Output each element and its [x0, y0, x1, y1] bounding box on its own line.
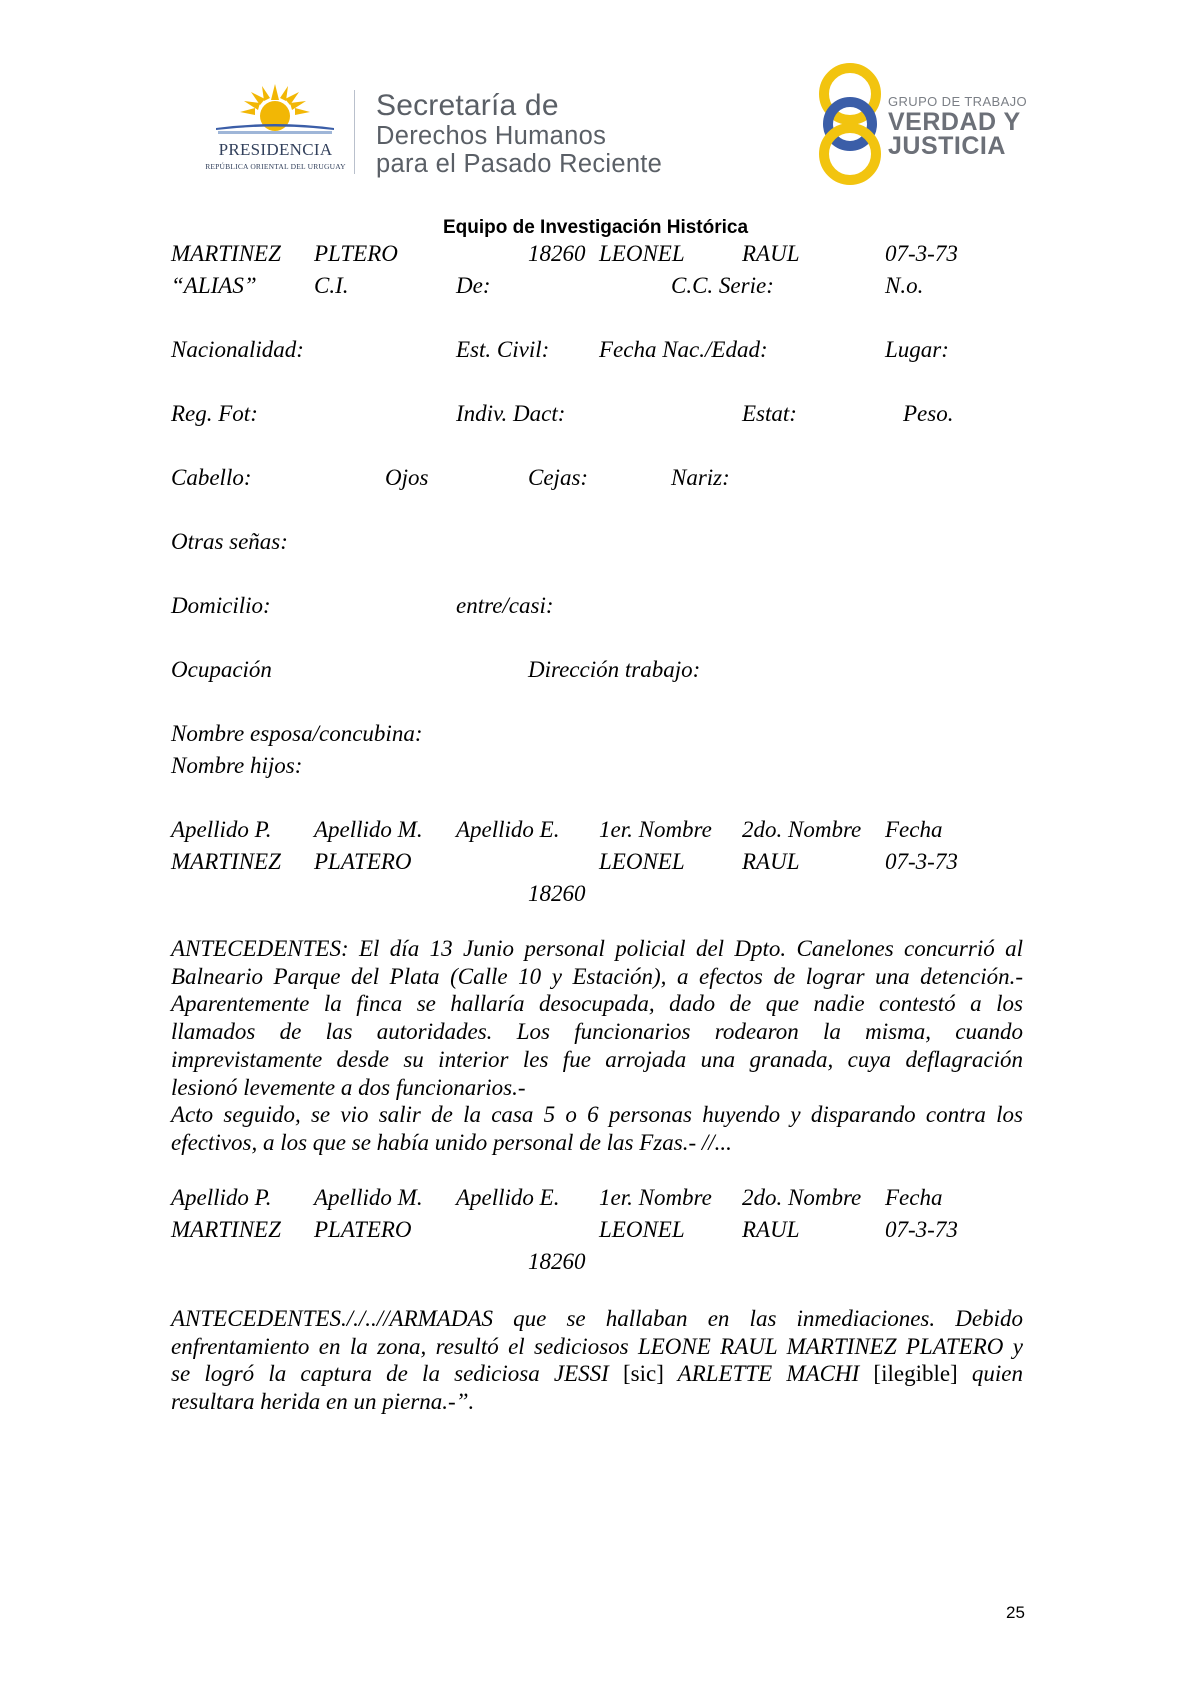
- label-nariz: Nariz:: [671, 465, 730, 490]
- label-entre-casi: entre/casi:: [456, 593, 554, 618]
- label-lugar: Lugar:: [885, 337, 949, 362]
- label-direccion-trabajo: Dirección trabajo:: [528, 657, 701, 682]
- label-domicilio: Domicilio:: [171, 593, 271, 618]
- header-divider: [354, 90, 355, 174]
- record-number: 18260: [528, 241, 586, 266]
- record-fecha: 07-3-73: [885, 241, 958, 266]
- antecedentes1-line: Acto seguido, se vio salir de la casa 5 o 6 personas huyendo y disparando contra los: [171, 1102, 1023, 1128]
- secretaria-title: [376, 90, 662, 178]
- table2-apellido-p: MARTINEZ: [171, 1217, 281, 1242]
- label-fecha-nac: Fecha Nac./Edad:: [599, 337, 768, 362]
- label-ocupacion: Ocupación: [171, 657, 272, 682]
- label-nombre-hijos: Nombre hijos:: [171, 753, 303, 778]
- label-cejas: Cejas:: [528, 465, 589, 490]
- label-cabello: Cabello:: [171, 465, 252, 490]
- table1-header-nombre-1: 1er. Nombre: [599, 817, 712, 842]
- table1-nombre-2: RAUL: [742, 849, 800, 874]
- table2-apellido-m: PLATERO: [314, 1217, 412, 1242]
- table2-header-nombre-1: 1er. Nombre: [599, 1185, 712, 1210]
- interlinked-rings-icon: [812, 60, 888, 186]
- table1-header-apellido-e: Apellido E.: [456, 817, 560, 842]
- antecedentes1-line: Balneario Parque del Plata (Calle 10 y Estación), a efectos de lograr una detención.-: [171, 963, 1023, 989]
- label-estat: Estat:: [742, 401, 797, 426]
- antecedentes2-line: ANTECEDENTES././..//ARMADAS que se hallaban en las inmediaciones. Debido: [171, 1306, 1023, 1331]
- table1-apellido-p: MARTINEZ: [171, 849, 281, 874]
- table1-nombre-1: LEONEL: [599, 849, 685, 874]
- label-ci: C.I.: [314, 273, 349, 298]
- label-nombre-esposa: Nombre esposa/concubina:: [171, 721, 423, 746]
- label-indiv-dact: Indiv. Dact:: [456, 401, 566, 426]
- sic-note: [sic]: [623, 1361, 664, 1387]
- table2-header-nombre-2: 2do. Nombre: [742, 1185, 862, 1210]
- antecedentes1-line: imprevistamente desde su interior les fue arrojada una granada, cuya deflagración: [171, 1046, 1023, 1072]
- verdad-justicia-logo: [812, 60, 1042, 190]
- table2-header-apellido-p: Apellido P.: [171, 1185, 272, 1210]
- label-est-civil: Est. Civil:: [456, 337, 550, 362]
- antecedentes2-text: quien: [971, 1361, 1024, 1387]
- antecedentes2-text: se logró la captura de la sediciosa JESSI: [171, 1361, 609, 1387]
- label-peso: Peso.: [903, 401, 954, 426]
- antecedentes1-line: efectivos, a los que se había unido personal de las Fzas.- //...: [171, 1129, 732, 1155]
- record-apellido-p: MARTINEZ: [171, 241, 281, 266]
- label-no: N.o.: [885, 273, 924, 298]
- label-de: De:: [456, 273, 491, 298]
- table1-apellido-m: PLATERO: [314, 849, 412, 874]
- table2-header-fecha: Fecha: [885, 1185, 943, 1210]
- sun-emblem-icon: [198, 82, 353, 142]
- record-nombre-1: LEONEL: [599, 241, 685, 266]
- antecedentes-paragraph-1: [171, 935, 1023, 1157]
- table2-header-apellido-m: Apellido M.: [314, 1185, 423, 1210]
- table1-number: 18260: [528, 881, 586, 906]
- label-alias: “ALIAS”: [171, 273, 257, 298]
- verdad-label: VERDAD Y: [888, 108, 1021, 136]
- table1-fecha: 07-3-73: [885, 849, 958, 874]
- table1-header-apellido-m: Apellido M.: [314, 817, 423, 842]
- table2-nombre-1: LEONEL: [599, 1217, 685, 1242]
- antecedentes2-line: resultara herida en un pierna.-”.: [171, 1389, 475, 1415]
- antecedentes2-text: ARLETTE MACHI: [677, 1361, 860, 1387]
- table2-header-apellido-e: Apellido E.: [456, 1185, 560, 1210]
- secretaria-line-1: Secretaría de: [376, 89, 559, 122]
- ilegible-note: [ilegible]: [873, 1361, 958, 1387]
- antecedentes1-line: llamados de las autoridades. Los funcionarios rodearon la misma, cuando: [171, 1019, 1023, 1045]
- secretaria-line-3: para el Pasado Reciente: [376, 150, 663, 178]
- table2-number: 18260: [528, 1249, 586, 1274]
- table2-nombre-2: RAUL: [742, 1217, 800, 1242]
- label-nacionalidad: Nacionalidad:: [171, 337, 304, 362]
- label-otras-senas: Otras señas:: [171, 529, 288, 554]
- record-nombre-2: RAUL: [742, 241, 800, 266]
- label-ojos: Ojos: [385, 465, 429, 490]
- antecedentes2-line-with-brackets: [171, 1360, 1023, 1388]
- grupo-trabajo-label: GRUPO DE TRABAJO: [888, 94, 1028, 109]
- antecedentes-paragraph-2: [171, 1305, 1023, 1416]
- presidencia-subtitle: REPÚBLICA ORIENTAL DEL URUGUAY: [205, 162, 346, 171]
- presidencia-logo: [198, 82, 353, 178]
- table1-header-apellido-p: Apellido P.: [171, 817, 272, 842]
- presidencia-name: PRESIDENCIA: [218, 140, 333, 159]
- antecedentes1-line: lesionó levemente a dos funcionarios.-: [171, 1074, 526, 1100]
- antecedentes2-line: enfrentamiento en la zona, resultó el sediciosos LEONE RAUL MARTINEZ PLATERO y: [171, 1333, 1023, 1359]
- record-apellido-m: PLTERO: [314, 241, 398, 266]
- page-number: 25: [1006, 1603, 1025, 1622]
- justicia-label: JUSTICIA: [888, 132, 1006, 160]
- equipo-heading: Equipo de Investigación Histórica: [442, 217, 749, 238]
- table1-header-nombre-2: 2do. Nombre: [742, 817, 862, 842]
- antecedentes1-line: ANTECEDENTES: El día 13 Junio personal policial del Dpto. Canelones concurrió al: [171, 936, 1023, 961]
- label-cc-serie: C.C. Serie:: [671, 273, 774, 298]
- table2-fecha: 07-3-73: [885, 1217, 958, 1242]
- label-reg-fot: Reg. Fot:: [171, 401, 258, 426]
- secretaria-line-2: Derechos Humanos: [376, 122, 607, 150]
- table1-header-fecha: Fecha: [885, 817, 943, 842]
- antecedentes1-line: Aparentemente la finca se hallaría desocupada, dado de que nadie contestó a los: [171, 991, 1023, 1017]
